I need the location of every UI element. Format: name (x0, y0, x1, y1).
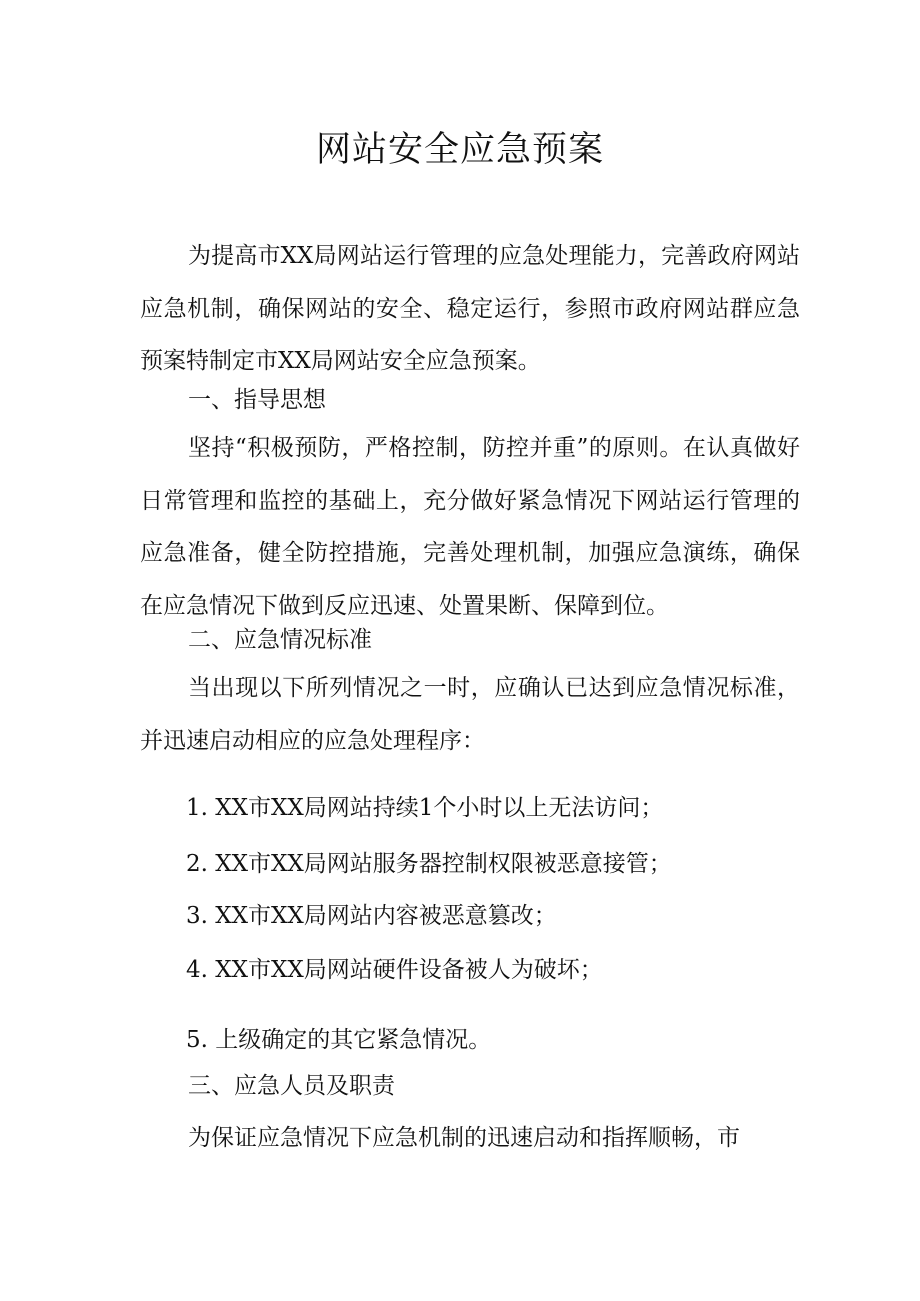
list-item: 4. XX市XX局网站硬件设备被人为破坏； (186, 957, 603, 983)
intro-paragraph: 为提高市XX局网站运行管理的应急处理能力，完善政府网站应急机制，确保网站的安全、稳定运行，参照市政府网站群应急预案特制定市XX局网站安全应急预案。 (140, 243, 800, 374)
section3-heading: 三、应急人员及职责 (188, 1073, 395, 1099)
section1-heading: 一、指导思想 (188, 387, 326, 413)
list-item: 3. XX市XX局网站内容被恶意篡改； (186, 903, 557, 929)
section1-paragraph: 坚持“积极预防，严格控制，防控并重”的原则。在认真做好日常管理和监控的基础上，充分做好紧急情况下网站运行管理的应急准备，健全防控措施，完善处理机制，加强应急演练，确保在应急情况下做到反应迅速、处置果断、保障到位。 (140, 435, 800, 619)
document-title: 网站安全应急预案 (315, 130, 604, 170)
section2-paragraph: 当出现以下所列情况之一时，应确认已达到应急情况标准，并迅速启动相应的应急处理程序： (140, 675, 800, 754)
section2-heading: 二、应急情况标准 (188, 627, 372, 653)
list-item: 1. XX市XX局网站持续1个小时以上无法访问； (186, 795, 664, 821)
section3-paragraph: 为保证应急情况下应急机制的迅速启动和指挥顺畅，市 (188, 1125, 740, 1151)
list-item: 5. 上级确定的其它紧急情况。 (186, 1027, 492, 1053)
list-item: 2. XX市XX局网站服务器控制权限被恶意接管； (186, 851, 672, 877)
